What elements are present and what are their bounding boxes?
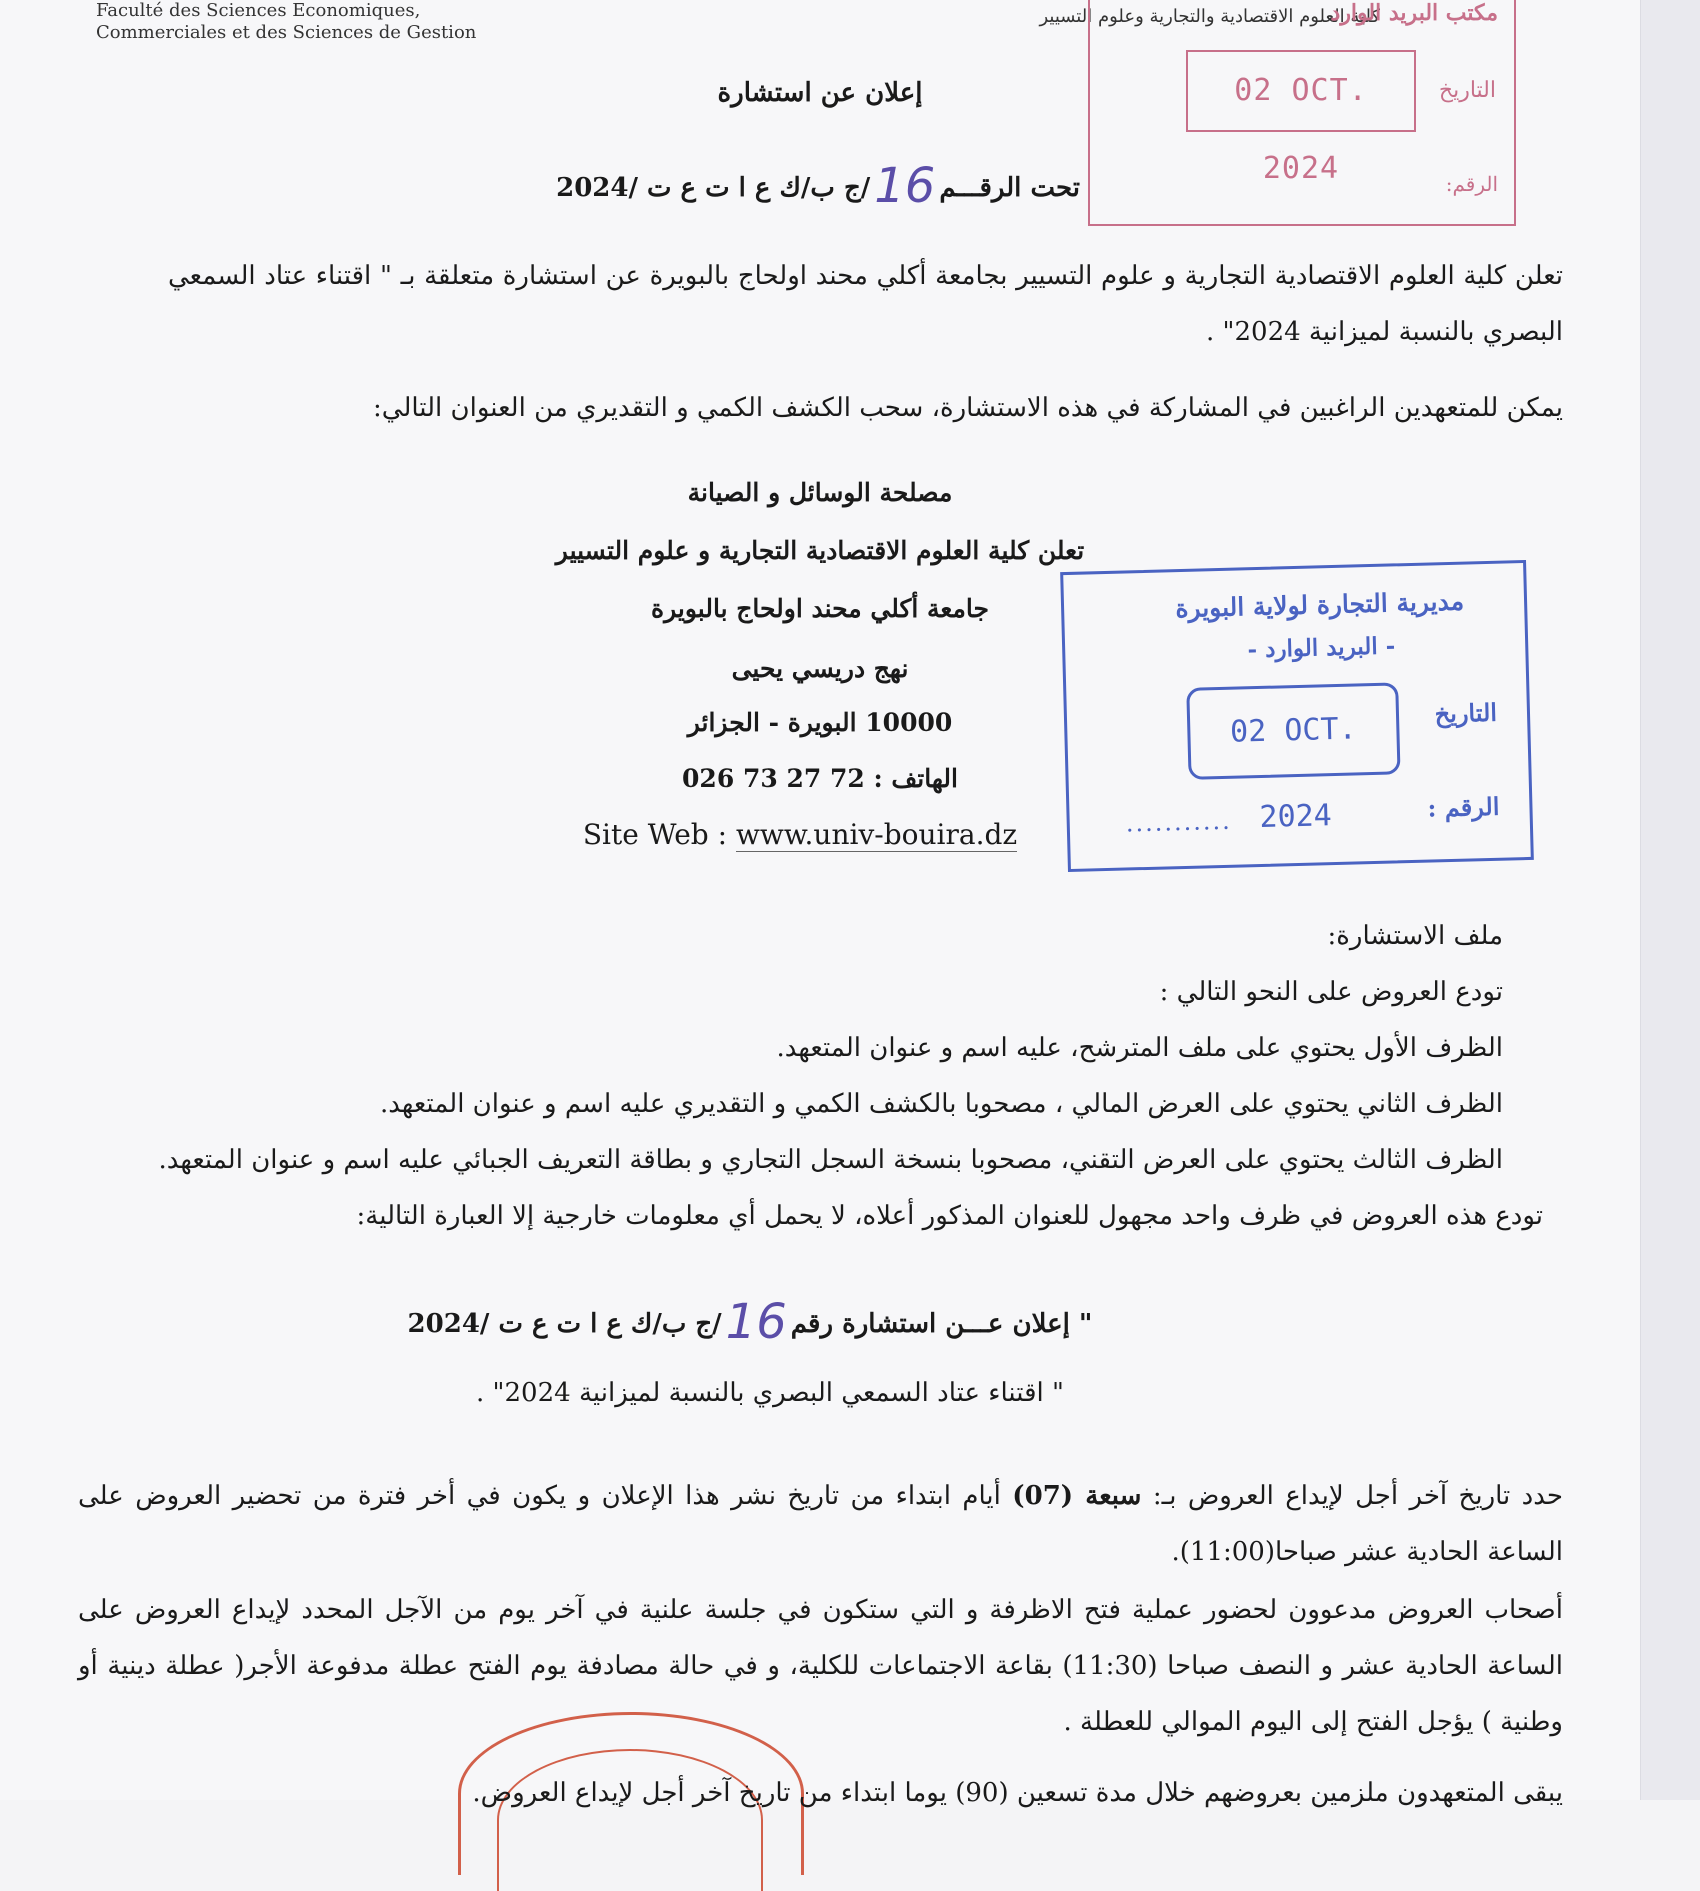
page-edge	[1640, 0, 1700, 1800]
validity-paragraph: يبقى المتعهدون ملزمين بعروضهم خلال مدة تسعين (90) يوما ابتداء من تاريخ آخر أجل لإيداع العروض.	[472, 1778, 1563, 1808]
envelope-subject: " اقتناء عتاد السمعي البصري بالنسبة لميزانية 2024" .	[476, 1378, 1064, 1408]
blue-stamp-number-dots: ...........	[1125, 806, 1233, 838]
envelope-handwritten-number: 16	[725, 1294, 787, 1350]
blue-stamp-date-label: التاريخ	[1434, 697, 1498, 729]
blue-received-stamp	[1060, 560, 1534, 872]
reference-prefix: تحت الرقـــم	[939, 173, 1080, 203]
dossier-item-3: الظرف الثالث يحتوي على العرض التقني، مصحوبا بنسخة السجل التجاري و بطاقة التعريف الجبائي عليه اسم و عنوان المتعهد.	[158, 1145, 1503, 1175]
reference-line	[440, 152, 1080, 214]
dossier-closing: تودع هذه العروض في ظرف واحد مجهول للعنوان المذكور أعلاه، لا يحمل أي معلومات خارجية إلا العبارة التالية:	[356, 1201, 1543, 1231]
envelope-prefix: " إعلان عـــن استشارة رقم	[790, 1309, 1093, 1339]
blue-stamp-title: مديرية التجارة لولاية البويرة	[1174, 586, 1465, 624]
address-website	[500, 818, 1100, 851]
deadline-days: سبعة (07)	[1012, 1481, 1142, 1511]
pink-stamp-date: 02 OCT. 2024	[1186, 50, 1416, 132]
pink-stamp-number-label: الرقم:	[1445, 172, 1498, 196]
header-fr-line2: Commerciales et des Sciences de Gestion	[96, 22, 477, 43]
dossier-intro: تودع العروض على النحو التالي :	[1159, 977, 1503, 1007]
header-arabic: كلية العلوم الاقتصادية والتجارية وعلوم التسيير	[1039, 6, 1380, 27]
dossier-heading: ملف الاستشارة:	[1327, 921, 1503, 951]
reference-suffix: /ج ب/ك ع ا ت ع ت /2024	[556, 173, 871, 203]
deadline-text-1: حدد تاريخ آخر أجل لإيداع العروض بـ:	[1152, 1481, 1563, 1511]
opening-paragraph: أصحاب العروض مدعوون لحضور عملية فتح الاظرفة و التي ستكون في جلسة علنية في آخر يوم من الآجل المحدد لإيداع العروض على الساعة الحادية عشر و النصف صباحا (11:30) بقاعة الاجتماعات للكلية، و في حالة مصادفة يوم الفتح عطلة مدفوعة الأجر( عطلة دينية أو وطنية ) يؤجل الفتح إلى اليوم الموالي للعطلة .	[78, 1595, 1563, 1737]
deadline-paragraph	[78, 1468, 1563, 1580]
website-label: Site Web :	[582, 818, 728, 851]
pink-received-stamp	[1088, 0, 1516, 226]
address-service: مصلحة الوسائل و الصيانة	[687, 478, 953, 507]
address-faculty: تعلن كلية العلوم الاقتصادية التجارية و علوم التسيير	[555, 536, 1085, 565]
envelope-title-line	[400, 1288, 1100, 1350]
withdraw-paragraph: يمكن للمتعهدين الراغبين في المشاركة في هذه الاستشارة، سحب الكشف الكمي و التقديري من العنوان التالي:	[373, 393, 1563, 423]
red-seal-inner-ring	[497, 1749, 763, 1891]
header-fr-line1: Faculté des Sciences Economiques,	[96, 0, 421, 21]
envelope-suffix: /ج ب/ك ع ا ت ع ت /2024	[407, 1309, 722, 1339]
address-city: 10000 البويرة - الجزائر	[687, 708, 953, 737]
deadline-text-2: أيام ابتداء من تاريخ نشر هذا الإعلان و يكون في أخر فترة من تحضير العروض على الساعة الحادية عشر صباحا(11:00).	[78, 1481, 1563, 1567]
dossier-item-2: الظرف الثاني يحتوي على العرض المالي ، مصحوبا بالكشف الكمي و التقديري عليه اسم و عنوان المتعهد.	[379, 1089, 1503, 1119]
dossier-item-1: الظرف الأول يحتوي على ملف المترشح، عليه اسم و عنوان المتعهد.	[776, 1033, 1503, 1063]
blue-stamp-number-label: الرقم :	[1427, 791, 1500, 823]
header-french	[96, 0, 476, 44]
blue-stamp-date: 02 OCT. 2024	[1186, 682, 1400, 780]
handwritten-number: 16	[874, 158, 936, 214]
address-phone: الهاتف : 72 27 73 026	[682, 764, 958, 793]
document-title: إعلان عن استشارة	[717, 78, 923, 108]
intro-paragraph: تعلن كلية العلوم الاقتصادية التجارية و علوم التسيير بجامعة أكلي محند اولحاج بالبويرة عن استشارة متعلقة بـ " اقتناء عتاد السمعي البصري بالنسبة لميزانية 2024" .	[168, 261, 1563, 347]
address-university: جامعة أكلي محند اولحاج بالبويرة	[651, 594, 989, 623]
address-street: نهج دريسي يحيى	[731, 654, 909, 683]
pink-stamp-title: مكتب البريد الوارد	[1330, 0, 1498, 26]
pink-stamp-date-label: التاريخ	[1438, 78, 1496, 103]
blue-stamp-subtitle: - البريد الوارد -	[1247, 632, 1396, 664]
website-link[interactable]: www.univ-bouira.dz	[735, 818, 1018, 851]
